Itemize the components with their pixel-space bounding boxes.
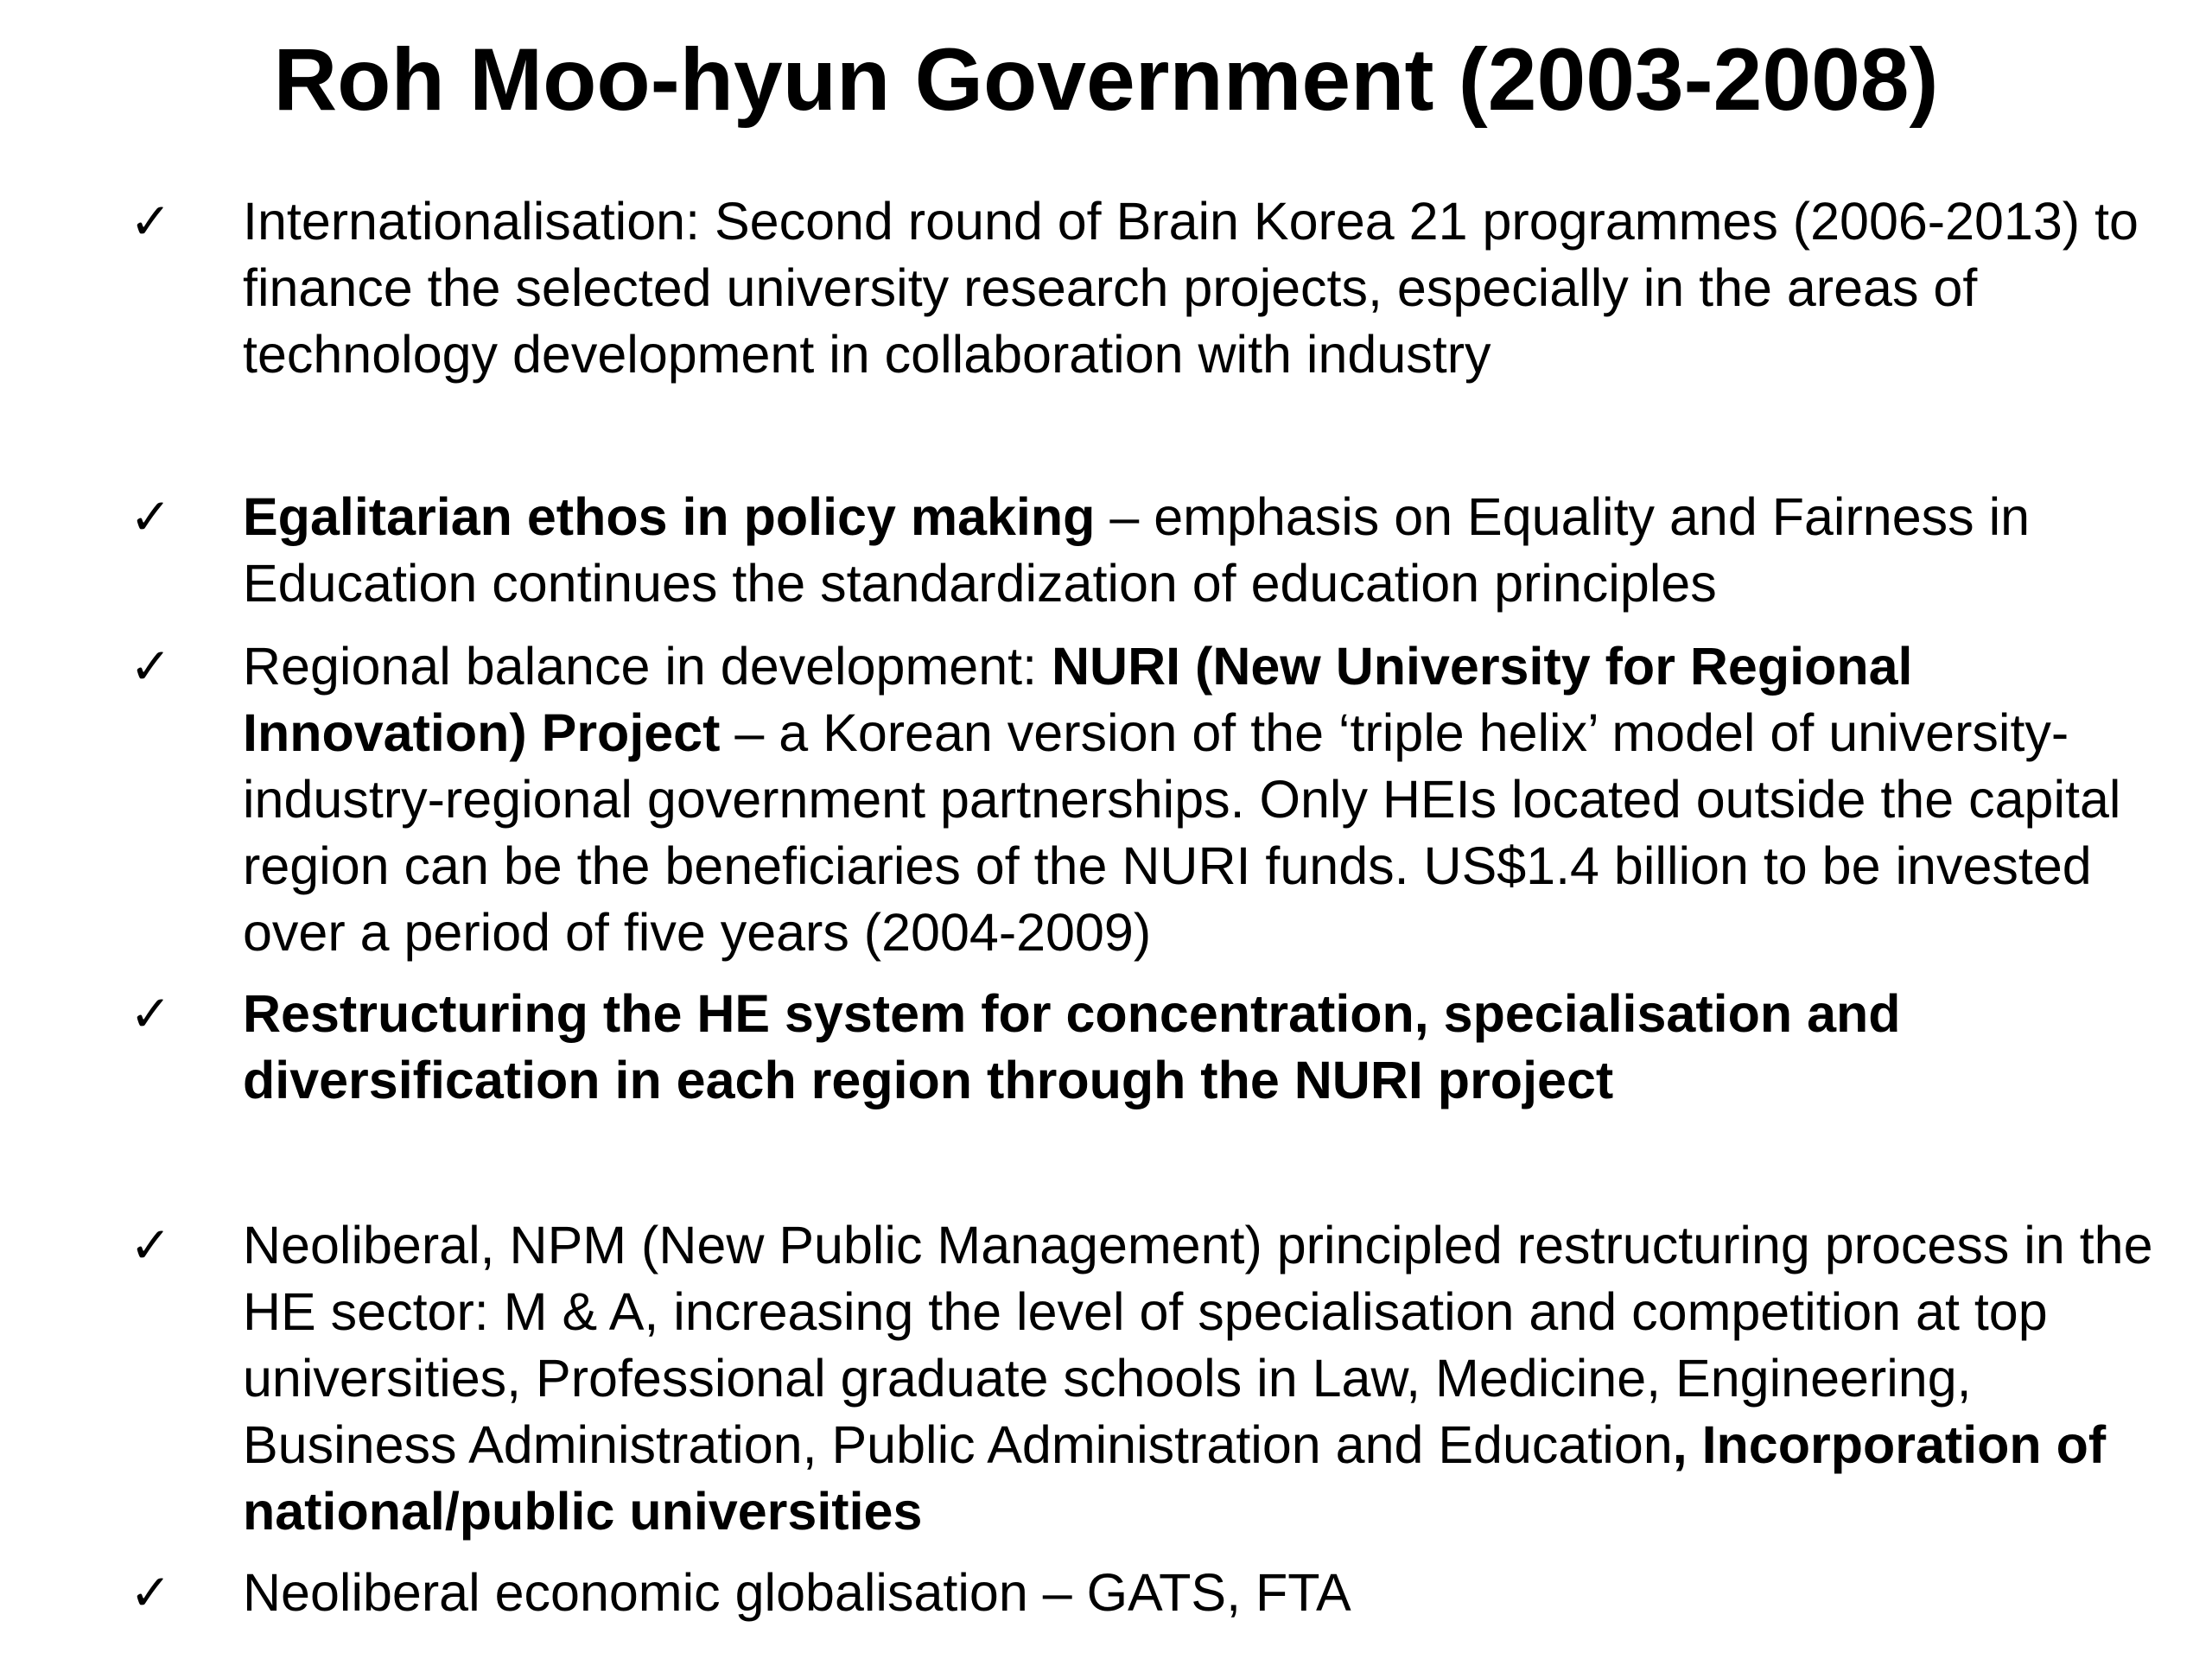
- check-mark-icon: ✓: [130, 984, 172, 1043]
- bullet-text-bold: , Incorporation of national/public universities: [243, 1415, 2107, 1541]
- check-mark-icon: ✓: [130, 1563, 172, 1622]
- bullet-text-bold: NURI (New University for Regional Innovation) Project: [243, 637, 1913, 762]
- bullet-text-part: Internationalisation: Second round of Brain Korea 21 programmes (2006-2013) to finance the selected university research projects, especially in the areas of technology development in collaboration with industry: [243, 192, 2139, 384]
- check-mark-icon: ✓: [130, 1216, 172, 1274]
- bullet-text-part: – a Korean version of the ‘triple helix’ model of university-industry-regional government partnerships. Only HEIs located outside the capital region can be the beneficiaries of the NURI funds. US$1.4 billion to be invested over a period of five years (2004-2009): [243, 703, 2121, 962]
- bullet-text: [243, 981, 2170, 1114]
- bullet-text: [243, 1560, 2170, 1626]
- bullet-text-part: Neoliberal economic globalisation – GATS, FTA: [243, 1563, 1351, 1622]
- bullet-text: [243, 633, 2170, 966]
- check-mark-icon: ✓: [130, 192, 172, 251]
- bullet-text-bold: Egalitarian ethos in policy making: [243, 487, 1096, 546]
- bullet-text: [243, 484, 2170, 617]
- bullet-text: [243, 188, 2170, 388]
- bullet-text-part: Neoliberal, NPM (New Public Management) principled restructuring process in the HE sector: M & A, increasing the level of specialisation and competition at top universities, Professional graduate schools in Law, Medicine, Engineering, Business Administration, Public Administration and Education: [243, 1216, 2153, 1474]
- slide-title: Roh Moo-hyun Government (2003-2008): [273, 30, 1939, 129]
- bullet-text: [243, 1212, 2170, 1545]
- check-mark-icon: ✓: [130, 487, 172, 546]
- bullet-text-part: – emphasis on Equality and Fairness in Education continues the standardization of education principles: [243, 487, 2031, 613]
- bullet-text-bold: Restructuring the HE system for concentration, specialisation and diversification in each region through the NURI project: [243, 984, 1901, 1109]
- check-mark-icon: ✓: [130, 637, 172, 696]
- bullet-text-part: Regional balance in development:: [243, 637, 1052, 696]
